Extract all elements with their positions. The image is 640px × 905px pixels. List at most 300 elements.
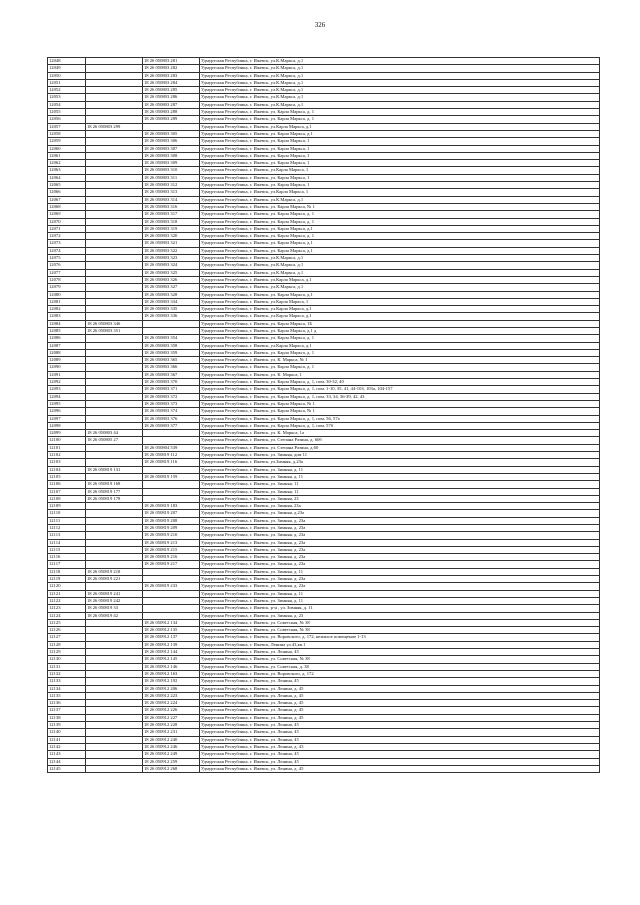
table-row bbox=[48, 189, 600, 196]
table-row bbox=[48, 349, 600, 356]
table-row bbox=[48, 532, 600, 539]
table-row bbox=[48, 590, 600, 597]
address-cell: Удмуртская Республика, г. Ижевск, ул. Зимняя, 11 bbox=[200, 488, 600, 495]
object-number-cell: 18 26 050803 334 bbox=[143, 298, 200, 305]
object-number-cell: 18 26 050803 283 bbox=[143, 72, 200, 79]
table-row bbox=[48, 94, 600, 101]
object-number-cell bbox=[143, 327, 200, 334]
table-row bbox=[48, 306, 600, 313]
table-row bbox=[48, 320, 600, 327]
address-cell: Удмуртская Республика, г. Ижевск, ул. Ленина, 45 bbox=[200, 736, 600, 743]
table-row bbox=[48, 262, 600, 269]
parcel-number-cell: 18 26 050819 241 bbox=[86, 590, 143, 597]
parcel-number-cell bbox=[86, 211, 143, 218]
object-number-cell: 18 26 050803 282 bbox=[143, 65, 200, 72]
row-number-cell: 12082 bbox=[48, 306, 86, 313]
parcel-number-cell bbox=[86, 255, 143, 262]
parcel-number-cell bbox=[86, 262, 143, 269]
table-row bbox=[48, 255, 600, 262]
table-row bbox=[48, 670, 600, 677]
object-number-cell bbox=[143, 437, 200, 444]
row-number-cell: 12048 bbox=[48, 58, 86, 65]
table-row bbox=[48, 722, 600, 729]
address-cell: Удмуртская Республика, г. Ижевск, ул. Карла Маркса, 1Б bbox=[200, 320, 600, 327]
address-cell: Удмуртская Республика, г. Ижевск, ул. Ленина, д. 45 bbox=[200, 700, 600, 707]
address-cell: Удмуртская Республика, г. Ижевск, ул. Карла Маркса, д. 1 bbox=[200, 349, 600, 356]
object-number-cell: 18 26 050912 240 bbox=[143, 736, 200, 743]
row-number-cell: 12145 bbox=[48, 765, 86, 772]
parcel-number-cell bbox=[86, 692, 143, 699]
row-number-cell: 12108 bbox=[48, 495, 86, 502]
parcel-number-cell bbox=[86, 291, 143, 298]
object-number-cell: 18 26 050819 208 bbox=[143, 517, 200, 524]
parcel-number-cell bbox=[86, 546, 143, 553]
parcel-number-cell bbox=[86, 386, 143, 393]
address-cell: Удмуртская Республика, г. Ижевск, ул. Ленина, д. 45 bbox=[200, 707, 600, 714]
parcel-number-cell bbox=[86, 656, 143, 663]
table-row bbox=[48, 758, 600, 765]
row-number-cell: 12102 bbox=[48, 452, 86, 459]
address-cell: Удмуртская Республика, г. Ижевск, ул. Карла Маркса, д.1 bbox=[200, 240, 600, 247]
object-number-cell: 18 26 050803 309 bbox=[143, 160, 200, 167]
address-cell: Удмуртская Республика, г. Ижевск, ул.К.Маркса, д.1 bbox=[200, 65, 600, 72]
row-number-cell: 12127 bbox=[48, 634, 86, 641]
row-number-cell: 12072 bbox=[48, 233, 86, 240]
parcel-number-cell bbox=[86, 765, 143, 772]
table-row bbox=[48, 152, 600, 159]
object-number-cell: 18 26 050803 284 bbox=[143, 79, 200, 86]
parcel-number-cell bbox=[86, 203, 143, 210]
table-row bbox=[48, 335, 600, 342]
object-number-cell bbox=[143, 612, 200, 619]
row-number-cell: 12058 bbox=[48, 130, 86, 137]
row-number-cell: 12132 bbox=[48, 670, 86, 677]
object-number-cell: 18 26 050803 366 bbox=[143, 364, 200, 371]
address-cell: Удмуртская Республика, г. Ижевск, ул. Зимняя, д.23а bbox=[200, 510, 600, 517]
object-number-cell bbox=[143, 597, 200, 604]
address-cell: Удмуртская Республика, г. Ижевск, ул. Ленина, 45 bbox=[200, 649, 600, 656]
address-cell: Удмуртская Республика, г. Ижевск, ул. Ленина, 45 bbox=[200, 678, 600, 685]
address-cell: Удмуртская Республика, г. Ижевск, ул.Карла Маркса, д.1 bbox=[200, 342, 600, 349]
address-cell: Удмуртская Республика, г. Ижевск, ул. Воровского, д. 172, нежилое помещение 1-13 bbox=[200, 634, 600, 641]
table-row bbox=[48, 379, 600, 386]
registry-rows bbox=[48, 58, 600, 773]
table-row bbox=[48, 203, 600, 210]
address-cell: Удмуртская Республика, г. Ижевск, ул. Карла Маркса, д. 1, пом. 56, 57а bbox=[200, 415, 600, 422]
parcel-number-cell: 18 26 050819 221 bbox=[86, 576, 143, 583]
row-number-cell: 12136 bbox=[48, 700, 86, 707]
parcel-number-cell bbox=[86, 276, 143, 283]
object-number-cell: 18 26 050803 281 bbox=[143, 58, 200, 65]
parcel-number-cell bbox=[86, 758, 143, 765]
parcel-number-cell bbox=[86, 357, 143, 364]
registry-table bbox=[47, 57, 600, 773]
row-number-cell: 12051 bbox=[48, 79, 86, 86]
row-number-cell: 12141 bbox=[48, 736, 86, 743]
object-number-cell: 18 26 050912 231 bbox=[143, 729, 200, 736]
address-cell: Удмуртская Республика, г. Ижевск, ул. Карла Маркса, 1 bbox=[200, 182, 600, 189]
parcel-number-cell bbox=[86, 393, 143, 400]
object-number-cell: 18 26 050819 209 bbox=[143, 525, 200, 532]
row-number-cell: 12061 bbox=[48, 152, 86, 159]
parcel-number-cell bbox=[86, 444, 143, 451]
row-number-cell: 12098 bbox=[48, 422, 86, 429]
row-number-cell: 12069 bbox=[48, 211, 86, 218]
address-cell: Удмуртская Республика, г. Ижевск, ул. К. Маркса, № 1 bbox=[200, 357, 600, 364]
row-number-cell: 12091 bbox=[48, 371, 86, 378]
object-number-cell: 18 26 050803 308 bbox=[143, 152, 200, 159]
table-row bbox=[48, 196, 600, 203]
row-number-cell: 12086 bbox=[48, 335, 86, 342]
table-row bbox=[48, 291, 600, 298]
object-number-cell: 18 26 050803 310 bbox=[143, 167, 200, 174]
address-cell: Удмуртская Республика, г. Ижевск, ул. Советская, № 38 bbox=[200, 619, 600, 626]
object-number-cell: 18 26 050819 213 bbox=[143, 539, 200, 546]
parcel-number-cell bbox=[86, 349, 143, 356]
parcel-number-cell bbox=[86, 525, 143, 532]
object-number-cell: 18 26 050803 324 bbox=[143, 262, 200, 269]
object-number-cell: 18 26 050803 322 bbox=[143, 247, 200, 254]
object-number-cell: 18 26 050803 327 bbox=[143, 284, 200, 291]
parcel-number-cell: 18 26 050803 44 bbox=[86, 430, 143, 437]
row-number-cell: 12052 bbox=[48, 87, 86, 94]
parcel-number-cell bbox=[86, 422, 143, 429]
parcel-number-cell bbox=[86, 240, 143, 247]
parcel-number-cell bbox=[86, 335, 143, 342]
parcel-number-cell bbox=[86, 517, 143, 524]
address-cell: Удмуртская Республика, г. Ижевск, ул.Карла Маркса, 1 bbox=[200, 189, 600, 196]
parcel-number-cell bbox=[86, 627, 143, 634]
row-number-cell: 12121 bbox=[48, 590, 86, 597]
address-cell: Удмуртская Республика, г. Ижевск, ул. Карла Маркса, д.1 bbox=[200, 247, 600, 254]
object-number-cell: 18 26 050912 163 bbox=[143, 670, 200, 677]
object-number-cell: 18 26 050819 233 bbox=[143, 583, 200, 590]
address-cell: Удмуртская Республика, г. Ижевск, ул.К.Маркса, д.1 bbox=[200, 101, 600, 108]
table-row bbox=[48, 422, 600, 429]
address-cell: Удмуртская Республика, г. Ижевск, ул. Карла Маркса, д. 1 bbox=[200, 218, 600, 225]
row-number-cell: 12053 bbox=[48, 94, 86, 101]
address-cell: Удмуртская Республика, г. Ижевск, ул. Карла Маркса, д. 1 bbox=[200, 335, 600, 342]
address-cell: Удмуртская Республика, г. Ижевск, ул. Советская, д. 38 bbox=[200, 663, 600, 670]
object-number-cell: 18 26 050803 319 bbox=[143, 225, 200, 232]
table-row bbox=[48, 714, 600, 721]
address-cell: Удмуртская Республика, г. Ижевск, ул.Карла Маркса, 1 bbox=[200, 298, 600, 305]
object-number-cell: 18 26 050803 312 bbox=[143, 182, 200, 189]
row-number-cell: 12111 bbox=[48, 517, 86, 524]
row-number-cell: 12105 bbox=[48, 473, 86, 480]
object-number-cell: 18 26 050819 159 bbox=[143, 473, 200, 480]
row-number-cell: 12139 bbox=[48, 722, 86, 729]
address-cell: Удмуртская Республика, г. Ижевск, ул. Зимняя, д. 23а bbox=[200, 554, 600, 561]
parcel-number-cell bbox=[86, 269, 143, 276]
table-row bbox=[48, 597, 600, 604]
row-number-cell: 12117 bbox=[48, 561, 86, 568]
table-row bbox=[48, 357, 600, 364]
address-cell: Удмуртская Республика, г. Ижевск, ул. Ленина, 45 bbox=[200, 751, 600, 758]
parcel-number-cell bbox=[86, 109, 143, 116]
row-number-cell: 12059 bbox=[48, 138, 86, 145]
parcel-number-cell bbox=[86, 554, 143, 561]
parcel-number-cell bbox=[86, 539, 143, 546]
row-number-cell: 12142 bbox=[48, 743, 86, 750]
table-row bbox=[48, 408, 600, 415]
row-number-cell: 12140 bbox=[48, 729, 86, 736]
table-row bbox=[48, 160, 600, 167]
address-cell: Удмуртская Республика, г. Ижевск, ул. Зимняя, д. 23а bbox=[200, 583, 600, 590]
object-number-cell: 18 26 050803 370 bbox=[143, 379, 200, 386]
table-row bbox=[48, 298, 600, 305]
address-cell: Удмуртская Республика, г. Ижевск, ул.К.Маркса, д.1 bbox=[200, 72, 600, 79]
object-number-cell: 18 26 050819 207 bbox=[143, 510, 200, 517]
object-number-cell bbox=[143, 605, 200, 612]
row-number-cell: 12113 bbox=[48, 532, 86, 539]
object-number-cell bbox=[143, 430, 200, 437]
table-row bbox=[48, 138, 600, 145]
object-number-cell: 18 26 050803 354 bbox=[143, 335, 200, 342]
parcel-number-cell bbox=[86, 619, 143, 626]
parcel-number-cell bbox=[86, 364, 143, 371]
parcel-number-cell bbox=[86, 561, 143, 568]
address-cell: Удмуртская Республика, г. Ижевск, ул. Ленина, д. 43 bbox=[200, 743, 600, 750]
table-row bbox=[48, 313, 600, 320]
row-number-cell: 12115 bbox=[48, 546, 86, 553]
address-cell: Удмуртская Республика, г. Ижевск, ул. Зимняя, д. 11 bbox=[200, 466, 600, 473]
object-number-cell: 18 26 050819 215 bbox=[143, 546, 200, 553]
row-number-cell: 12050 bbox=[48, 72, 86, 79]
parcel-number-cell bbox=[86, 408, 143, 415]
row-number-cell: 12067 bbox=[48, 196, 86, 203]
table-row bbox=[48, 218, 600, 225]
page-number: 326 bbox=[314, 21, 326, 29]
row-number-cell: 12107 bbox=[48, 488, 86, 495]
object-number-cell: 18 26 050803 328 bbox=[143, 291, 200, 298]
table-row bbox=[48, 174, 600, 181]
address-cell: Удмуртская Республика, г. Ижевск, ул. Карла Маркса, д. 1 bbox=[200, 364, 600, 371]
table-row bbox=[48, 663, 600, 670]
parcel-number-cell bbox=[86, 729, 143, 736]
parcel-number-cell bbox=[86, 685, 143, 692]
object-number-cell: 18 26 050803 307 bbox=[143, 145, 200, 152]
object-number-cell: 18 26 050803 317 bbox=[143, 211, 200, 218]
table-row bbox=[48, 430, 600, 437]
row-number-cell: 12137 bbox=[48, 707, 86, 714]
object-number-cell: 18 26 050912 226 bbox=[143, 707, 200, 714]
object-number-cell: 18 26 050803 311 bbox=[143, 174, 200, 181]
address-cell: Удмуртская Республика, г. Ижевск, ул. Степана Разина, д. 60б bbox=[200, 437, 600, 444]
parcel-number-cell bbox=[86, 503, 143, 510]
address-cell: Удмуртская Республика, г. Ижевск, ул.К.Маркса, д.1 bbox=[200, 196, 600, 203]
table-row bbox=[48, 495, 600, 502]
parcel-number-cell bbox=[86, 182, 143, 189]
object-number-cell: 18 26 050803 316 bbox=[143, 203, 200, 210]
parcel-number-cell: 18 26 050803 299 bbox=[86, 123, 143, 130]
row-number-cell: 12126 bbox=[48, 627, 86, 634]
row-number-cell: 12144 bbox=[48, 758, 86, 765]
parcel-number-cell bbox=[86, 58, 143, 65]
parcel-number-cell bbox=[86, 225, 143, 232]
row-number-cell: 12073 bbox=[48, 240, 86, 247]
parcel-number-cell bbox=[86, 298, 143, 305]
table-row bbox=[48, 444, 600, 451]
row-number-cell: 12134 bbox=[48, 685, 86, 692]
row-number-cell: 12100 bbox=[48, 437, 86, 444]
address-cell: Удмуртская Республика, г. Ижевск, ул.К.Маркса, д.1 bbox=[200, 79, 600, 86]
parcel-number-cell bbox=[86, 736, 143, 743]
parcel-number-cell: 18 26 050803 346 bbox=[86, 320, 143, 327]
parcel-number-cell bbox=[86, 532, 143, 539]
object-number-cell: 18 26 050912 135 bbox=[143, 627, 200, 634]
table-row bbox=[48, 641, 600, 648]
object-number-cell: 18 26 050912 223 bbox=[143, 692, 200, 699]
object-number-cell bbox=[143, 568, 200, 575]
parcel-number-cell bbox=[86, 473, 143, 480]
address-cell: Удмуртская Республика, г. Ижевск, ул. Карла Маркса, д. 1, пом. 30-32, 40 bbox=[200, 379, 600, 386]
object-number-cell: 18 26 050803 367 bbox=[143, 371, 200, 378]
row-number-cell: 12090 bbox=[48, 364, 86, 371]
address-cell: Удмуртская Республика, г. Ижевск, ул. Воровского, д. 172 bbox=[200, 670, 600, 677]
object-number-cell: 18 26 050803 320 bbox=[143, 233, 200, 240]
parcel-number-cell bbox=[86, 634, 143, 641]
parcel-number-cell bbox=[86, 663, 143, 670]
parcel-number-cell bbox=[86, 160, 143, 167]
table-row bbox=[48, 225, 600, 232]
row-number-cell: 12135 bbox=[48, 692, 86, 699]
table-row bbox=[48, 437, 600, 444]
object-number-cell: 18 26 050803 323 bbox=[143, 255, 200, 262]
object-number-cell: 18 26 050819 210 bbox=[143, 532, 200, 539]
row-number-cell: 12119 bbox=[48, 576, 86, 583]
object-number-cell: 18 26 050912 139 bbox=[143, 641, 200, 648]
table-row bbox=[48, 240, 600, 247]
table-row bbox=[48, 583, 600, 590]
address-cell: Удмуртская Республика, г. Ижевск, ул. Ленина, 45 bbox=[200, 722, 600, 729]
address-cell: Удмуртская Республика, г. Ижевск, ул. Зимняя, д. 11 bbox=[200, 590, 600, 597]
address-cell: Удмуртская Республика, г. Ижевск, р-н , ул. Зимняя, д. 11 bbox=[200, 605, 600, 612]
object-number-cell: 18 26 050912 259 bbox=[143, 758, 200, 765]
table-row bbox=[48, 452, 600, 459]
row-number-cell: 12054 bbox=[48, 101, 86, 108]
parcel-number-cell: 18 26 050803 351 bbox=[86, 327, 143, 334]
parcel-number-cell bbox=[86, 138, 143, 145]
object-number-cell: 18 26 050803 313 bbox=[143, 189, 200, 196]
row-number-cell: 12068 bbox=[48, 203, 86, 210]
table-row bbox=[48, 678, 600, 685]
object-number-cell: 18 26 050803 306 bbox=[143, 138, 200, 145]
address-cell: Удмуртская Республика, г. Ижевск, ул. Зимняя, 23 bbox=[200, 495, 600, 502]
object-number-cell: 18 26 050803 287 bbox=[143, 101, 200, 108]
table-row bbox=[48, 488, 600, 495]
address-cell: Удмуртская Республика, г. Ижевск, ул. Советская, № 38 bbox=[200, 656, 600, 663]
address-cell: Удмуртская Республика, г. Ижевск, ул. Карла Маркса, д. 1, пом. 57б bbox=[200, 422, 600, 429]
parcel-number-cell bbox=[86, 714, 143, 721]
object-number-cell: 18 26 050912 268 bbox=[143, 765, 200, 772]
row-number-cell: 12103 bbox=[48, 459, 86, 466]
object-number-cell bbox=[143, 488, 200, 495]
object-number-cell bbox=[143, 576, 200, 583]
address-cell: Удмуртская Республика, г. Ижевск, ул. Зимняя, д. 11 bbox=[200, 473, 600, 480]
parcel-number-cell bbox=[86, 130, 143, 137]
table-row bbox=[48, 101, 600, 108]
address-cell: Удмуртская Республика, г. Ижевск, ул. Зимняя, д. 23 bbox=[200, 612, 600, 619]
row-number-cell: 12078 bbox=[48, 276, 86, 283]
table-row bbox=[48, 400, 600, 407]
address-cell: Удмуртская Республика, г. Ижевск, ул. Ленина, 45 bbox=[200, 758, 600, 765]
table-row bbox=[48, 72, 600, 79]
object-number-cell: 18 26 050912 249 bbox=[143, 751, 200, 758]
address-cell: Удмуртская Республика, г. Ижевск, ул. Зимняя, д. 23а bbox=[200, 532, 600, 539]
table-row bbox=[48, 700, 600, 707]
address-cell: Удмуртская Республика, г. Ижевск, ул.К.Маркса, д.1 bbox=[200, 284, 600, 291]
object-number-cell: 18 26 050803 365 bbox=[143, 357, 200, 364]
object-number-cell: 18 26 050912 246 bbox=[143, 743, 200, 750]
table-row bbox=[48, 634, 600, 641]
table-row bbox=[48, 371, 600, 378]
address-cell: Удмуртская Республика, г. Ижевск, ул.К.Маркса, д.1 bbox=[200, 58, 600, 65]
address-cell: Удмуртская Республика, г. Ижевск, ул. Карла Маркса, д.1 bbox=[200, 130, 600, 137]
object-number-cell bbox=[143, 481, 200, 488]
table-row bbox=[48, 473, 600, 480]
parcel-number-cell bbox=[86, 452, 143, 459]
address-cell: Удмуртская Республика, г. Ижевск, ул. Карла Маркса, 1 bbox=[200, 160, 600, 167]
address-cell: Удмуртская Республика, г. Ижевск, ул. Зимняя, д. 23а bbox=[200, 561, 600, 568]
address-cell: Удмуртская Республика, г. Ижевск, ул. Ленина, д. 45 bbox=[200, 685, 600, 692]
address-cell: Удмуртская Республика, г. Ижевск, ул.К.Маркса, д.1 bbox=[200, 269, 600, 276]
table-row bbox=[48, 510, 600, 517]
table-row bbox=[48, 627, 600, 634]
row-number-cell: 12099 bbox=[48, 430, 86, 437]
parcel-number-cell bbox=[86, 670, 143, 677]
row-number-cell: 12081 bbox=[48, 298, 86, 305]
table-row bbox=[48, 751, 600, 758]
address-cell: Удмуртская Республика, г. Ижевск, ул. Карла Маркса, 1 bbox=[200, 145, 600, 152]
object-number-cell: 18 26 050819 112 bbox=[143, 452, 200, 459]
parcel-number-cell bbox=[86, 751, 143, 758]
object-number-cell: 18 26 050803 373 bbox=[143, 400, 200, 407]
table-row bbox=[48, 87, 600, 94]
object-number-cell: 18 26 050803 321 bbox=[143, 240, 200, 247]
address-cell: Удмуртская Республика, г. Ижевск, ул. Карла Маркса, № 1 bbox=[200, 203, 600, 210]
table-row bbox=[48, 612, 600, 619]
table-row bbox=[48, 605, 600, 612]
table-row bbox=[48, 743, 600, 750]
object-number-cell: 18 26 050912 227 bbox=[143, 714, 200, 721]
object-number-cell: 18 26 050803 325 bbox=[143, 269, 200, 276]
row-number-cell: 12071 bbox=[48, 225, 86, 232]
row-number-cell: 12056 bbox=[48, 116, 86, 123]
parcel-number-cell bbox=[86, 306, 143, 313]
object-number-cell bbox=[143, 495, 200, 502]
object-number-cell: 18 26 050803 318 bbox=[143, 218, 200, 225]
object-number-cell: 18 26 050803 358 bbox=[143, 342, 200, 349]
row-number-cell: 12112 bbox=[48, 525, 86, 532]
object-number-cell: 18 26 050819 116 bbox=[143, 459, 200, 466]
row-number-cell: 12077 bbox=[48, 269, 86, 276]
object-number-cell: 18 26 050803 336 bbox=[143, 313, 200, 320]
parcel-number-cell: 18 26 050805 27 bbox=[86, 437, 143, 444]
parcel-number-cell bbox=[86, 196, 143, 203]
table-row bbox=[48, 525, 600, 532]
parcel-number-cell: 18 26 050819 168 bbox=[86, 481, 143, 488]
row-number-cell: 12106 bbox=[48, 481, 86, 488]
parcel-number-cell bbox=[86, 722, 143, 729]
address-cell: Удмуртская Республика, г. Ижевск, ул. Карла Маркса, 1 bbox=[200, 174, 600, 181]
row-number-cell: 12125 bbox=[48, 619, 86, 626]
table-row bbox=[48, 123, 600, 130]
address-cell: Удмуртская Республика, г. Ижевск, ул. Карла Маркса, д. 1 bbox=[200, 109, 600, 116]
address-cell: Удмуртская Республика, г. Ижевск, ул. Степана Разина, д.60 bbox=[200, 444, 600, 451]
table-row bbox=[48, 327, 600, 334]
table-row bbox=[48, 79, 600, 86]
